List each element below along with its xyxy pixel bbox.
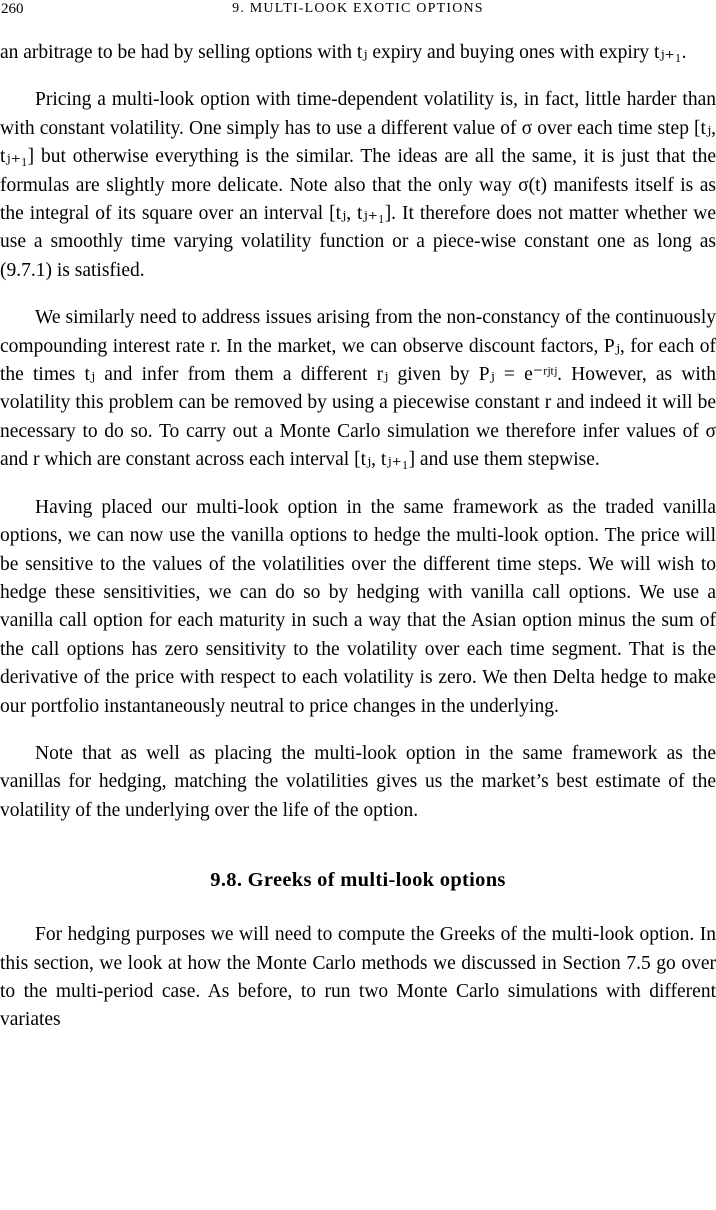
page-number: 260 [1, 1, 24, 17]
paragraph-continuation: an arbitrage to be had by selling options with tⱼ expiry and buying ones with expiry tⱼ₊₁. [0, 42, 687, 63]
paragraph-time-dependent-volatility: Pricing a multi-look option with time-dependent volatility is, in fact, little harder than with constant volatility. One simply has to use a different value of σ over each time step [tⱼ, tⱼ₊₁] but otherwise everything is the similar. The ideas are all the same, it is just that the formulas are slightly more delicate. Note also that the only way σ(t) manifests itself is as the integral of its square over an interval [tⱼ, tⱼ₊₁]. It therefore does not matter whether we use a smoothly time varying volatility function or a piece-wise constant one as long as (9.7.1) is satisfied. [0, 89, 716, 281]
paragraph-greeks-intro: For hedging purposes we will need to compute the Greeks of the multi-look option. In this section, we look at how the Monte Carlo methods we discussed in Section 7.5 go over to the multi-period case. As before, to run two Monte Carlo simulations with different variates [0, 924, 716, 1031]
paragraph-framework-note: Note that as well as placing the multi-look option in the same framework as the vanillas for hedging, matching the volatilities gives us the market’s best estimate of the volatility of the underlying over the life of the option. [0, 742, 716, 821]
paragraph-hedging: Having placed our multi-look option in the same framework as the traded vanilla options, we can now use the vanilla options to hedge the multi-look option. The price will be sensitive to the values of the volatilities over the different time steps. We will wish to hedge these sensitivities, we can do so by hedging with vanilla call options. We use a vanilla call option for each maturity in such a way that the Asian option minus the sum of the call options has zero sensitivity to the volatility over each time segment. That is the derivative of the price with respect to each volatility is zero. We then Delta hedge to make our portfolio instantaneously neutral to price changes in the underlying. [0, 496, 716, 717]
running-head [0, 0, 716, 22]
paragraph-interest-rate: We similarly need to address issues arising from the non-constancy of the continuously compounding interest rate r. In the market, we can observe discount factors, Pⱼ, for each of the times tⱼ and infer from them a different rⱼ given by Pⱼ = e⁻ʳʲᵗʲ. However, as with volatility this problem can be removed by using a piecewise constant r and indeed it will be necessary to do so. To carry out a Monte Carlo simulation we therefore infer values of σ and r which are constant across each interval [tⱼ, tⱼ₊₁] and use them stepwise. [0, 307, 716, 471]
chapter-title: 9. MULTI-LOOK EXOTIC OPTIONS [232, 1, 484, 16]
section-heading: 9.8. Greeks of multi-look options [210, 869, 506, 892]
body-text [0, 39, 716, 1054]
